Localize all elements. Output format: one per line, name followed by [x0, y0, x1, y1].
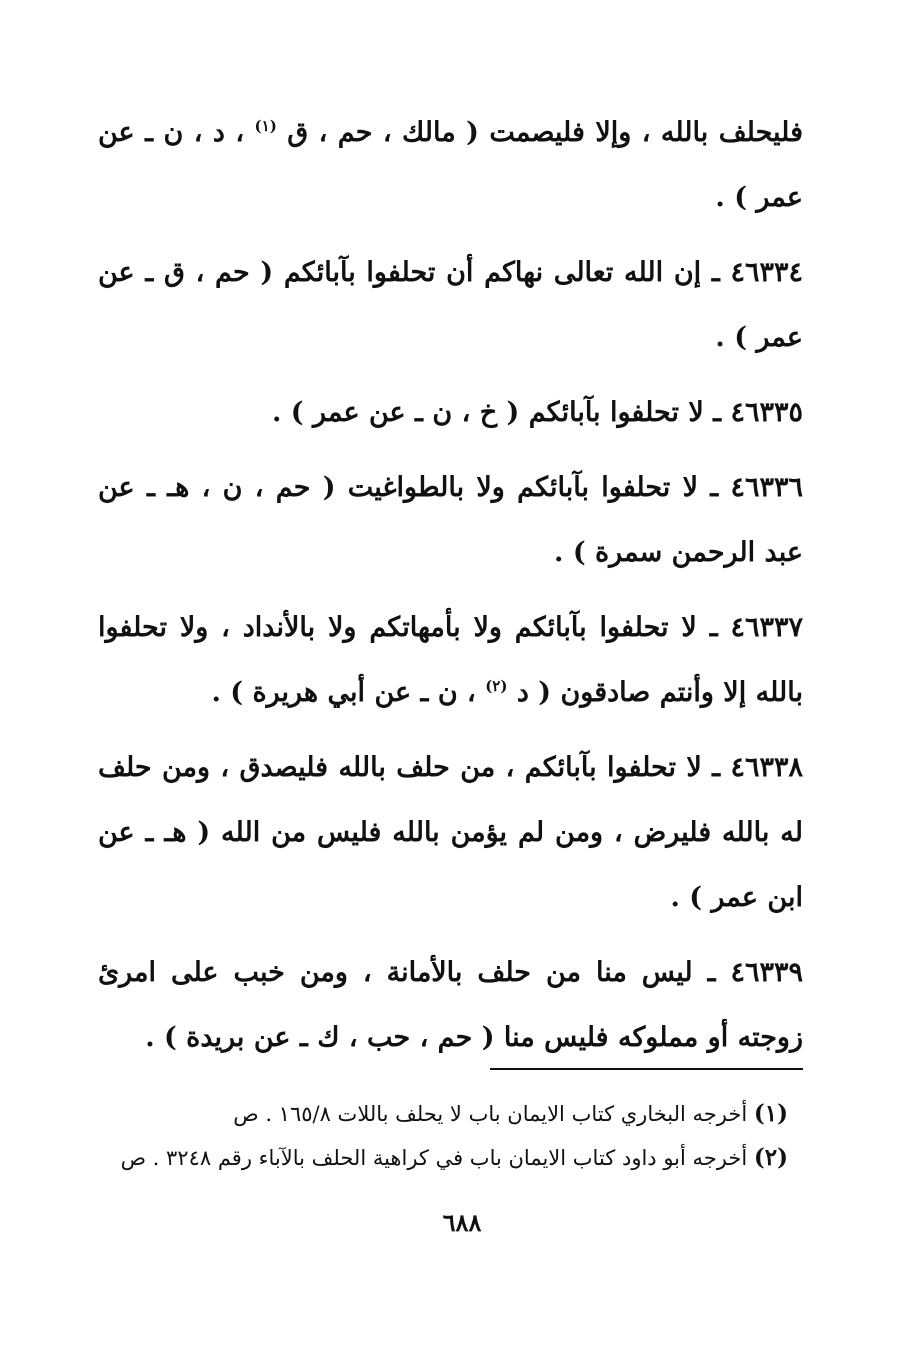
hadith-number: ٤٦٣٣٤	[730, 257, 803, 288]
footnote-item	[108, 1092, 788, 1136]
hadith-entry	[98, 595, 803, 725]
hadith-text: ـ لا تحلفوا بآبائكم ( خ ، ن ـ عن عمر ) .	[271, 397, 722, 428]
hadith-entry	[98, 240, 803, 370]
footnote-text: أخرجه أبو داود كتاب الايمان باب في كراهية الحلف بالآباء رقم ٣٢٤٨ . ص	[120, 1146, 748, 1170]
hadith-number: ٤٦٣٣٨	[730, 752, 804, 783]
footnote-text: أخرجه البخاري كتاب الايمان باب لا يحلف باللات ١٦٥/٨ . ص	[233, 1102, 748, 1126]
footnote-ref-1: (١)	[254, 117, 277, 135]
hadith-text: ـ لا تحلفوا بآبائكم ولا بأمهاتكم ولا بالأنداد ، ولا تحلفوا بالله إلا وأنتم صادقون ( د	[98, 612, 803, 708]
hadith-entry	[98, 940, 803, 1070]
continuation-text-end: ، د ، ن ـ عن عمر ) .	[98, 117, 803, 213]
footnote-divider	[490, 1068, 803, 1070]
hadith-number: ٤٦٣٣٩	[730, 957, 804, 988]
footnote-ref-2: (٢)	[485, 677, 508, 695]
hadith-text: ـ ليس منا من حلف بالأمانة ، ومن خبب على امرئ زوجته أو مملوكه فليس منا ( حم ، حب ، ك ـ عن بريدة ) .	[98, 957, 803, 1053]
hadith-number: ٤٦٣٣٦	[730, 472, 803, 503]
footnote-marker: (٢)	[753, 1144, 788, 1171]
page-number: ٦٨٨	[442, 1208, 482, 1237]
continuation-text: فليحلف بالله ، وإلا فليصمت ( مالك ، حم ، ق	[287, 117, 804, 148]
hadith-number: ٤٦٣٣٥	[730, 397, 803, 428]
hadith-text-block	[98, 100, 803, 1080]
footnote-item	[108, 1136, 788, 1180]
footnotes	[108, 1092, 788, 1180]
hadith-number: ٤٦٣٣٧	[730, 612, 804, 643]
hadith-text-end: ، ن ـ عن أبي هريرة ) .	[211, 677, 476, 708]
hadith-text: ـ إن الله تعالى نهاكم أن تحلفوا بآبائكم ( حم ، ق ـ عن عمر ) .	[98, 257, 803, 353]
hadith-entry	[98, 380, 803, 445]
footnote-marker: (١)	[753, 1100, 788, 1127]
hadith-entry	[98, 735, 803, 930]
hadith-text: ـ لا تحلفوا بآبائكم ، من حلف بالله فليصدق ، ومن حلف له بالله فليرض ، ومن لم يؤمن بالله فليس من الله ( هـ ـ عن ابن عمر ) .	[98, 752, 803, 913]
continuation-paragraph	[98, 100, 803, 230]
hadith-entry	[98, 455, 803, 585]
hadith-text: ـ لا تحلفوا بآبائكم ولا بالطواغيت ( حم ، ن ، هـ ـ عن عبد الرحمن سمرة ) .	[98, 472, 803, 568]
